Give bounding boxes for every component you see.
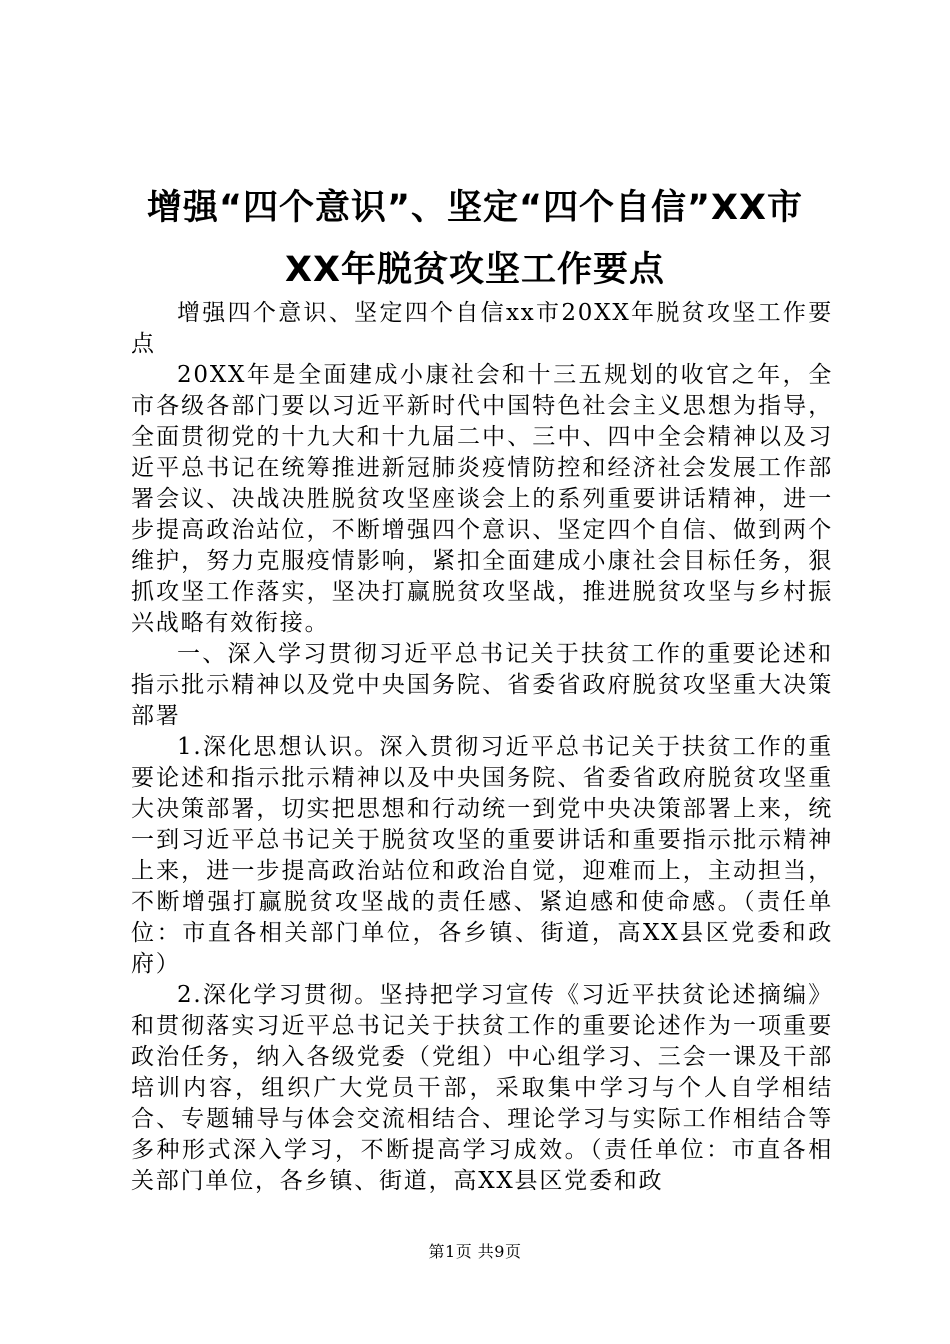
paragraph-item-1: 1.深化思想认识。深入贯彻习近平总书记关于扶贫工作的重要论述和指示批示精神以及中央国务院、省委省政府脱贫攻坚重大决策部署，切实把思想和行动统一到党中央决策部署上来，统一到习近平总书记关于脱贫攻坚的重要讲话和重要指示批示精神上来，进一步提高政治站位和政治自觉，迎难而上，主动担当，不断增强打赢脱贫攻坚战的责任感、紧迫感和使命感。（责任单位：市直各相关部门单位，各乡镇、街道，高XX县区党委和政府） [131,734,833,977]
section-heading-1: 一、深入学习贯彻习近平总书记关于扶贫工作的重要论述和指示批示精神以及党中央国务院、省委省政府脱贫攻坚重大决策部署 [131,641,833,729]
document-title-line-1: 增强“四个意识”、坚定“四个自信”XX市 [147,188,803,228]
page-footer: 第1页 共9页 [428,1242,522,1261]
paragraph-item-2: 2.深化学习贯彻。坚持把学习宣传《习近平扶贫论述摘编》和贯彻落实习近平总书记关于扶贫工作的重要论述作为一项重要政治任务，纳入各级党委（党组）中心组学习、三会一课及干部培训内容，组织广大党员干部，采取集中学习与个人自学相结合、专题辅导与体会交流相结合、理论学习与实际工作相结合等多种形式深入学习，不断提高学习成效。（责任单位：市直各相关部门单位，各乡镇、街道，高XX县区党委和政 [131,982,833,1194]
paragraph-subtitle: 增强四个意识、坚定四个自信xx市20XX年脱贫攻坚工作要点 [131,300,833,357]
paragraph-intro: 20XX年是全面建成小康社会和十三五规划的收官之年，全市各级各部门要以习近平新时代中国特色社会主义思想为指导，全面贯彻党的十九大和十九届二中、三中、四中全会精神以及习近平总书记在统筹推进新冠肺炎疫情防控和经济社会发展工作部署会议、决战决胜脱贫攻坚座谈会上的系列重要讲话精神，进一步提高政治站位，不断增强四个意识、坚定四个自信、做到两个维护，努力克服疫情影响，紧扣全面建成小康社会目标任务，狠抓攻坚工作落实，坚决打赢脱贫攻坚战，推进脱贫攻坚与乡村振兴战略有效衔接。 [131,362,833,636]
document-title-line-2: XX年脱贫攻坚工作要点 [285,250,665,290]
document-body [131,298,833,1197]
